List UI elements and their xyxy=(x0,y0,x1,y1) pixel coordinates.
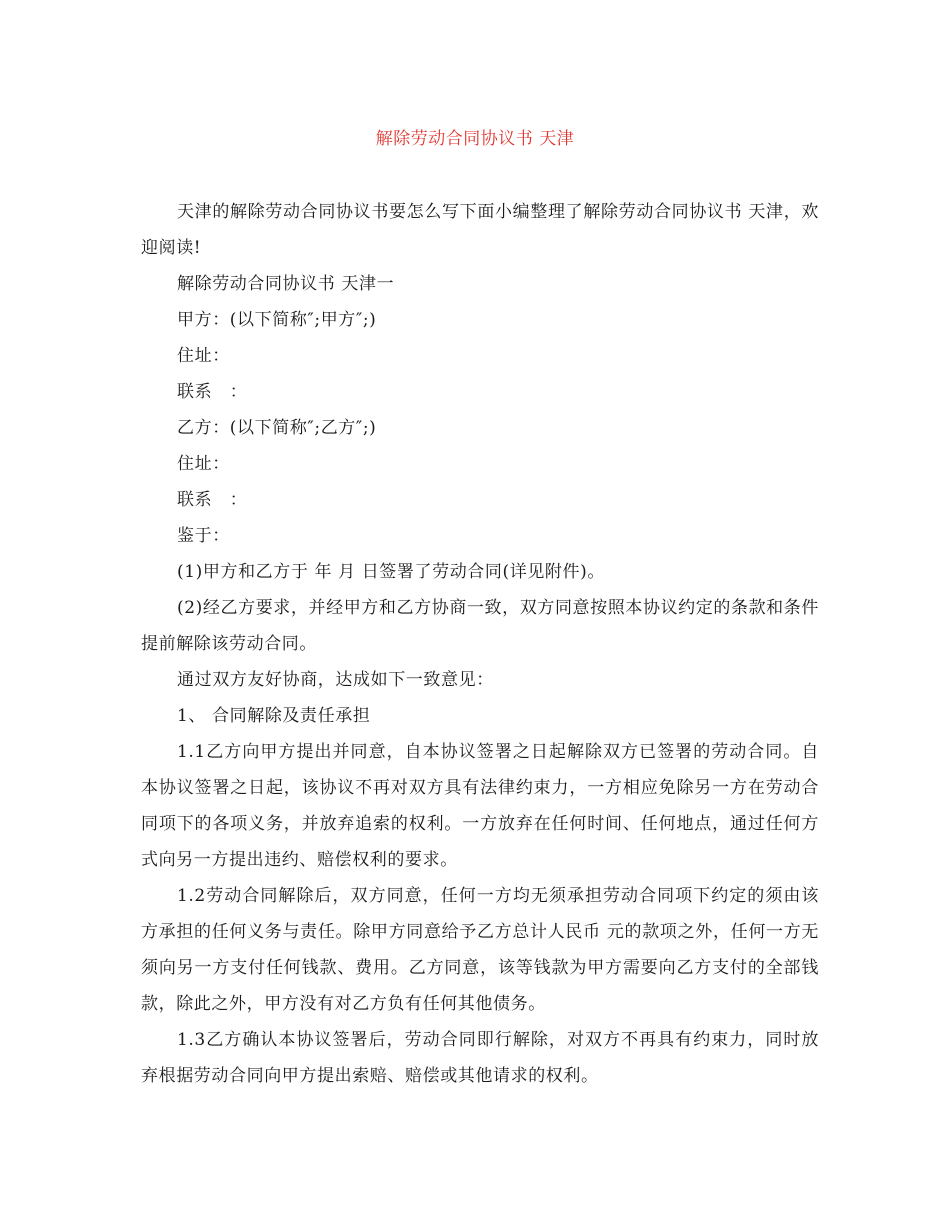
clause-1-2: 1.2劳动合同解除后，双方同意，任何一方均无须承担劳动合同项下约定的须由该方承担的任何义务与责任。除甲方同意给予乙方总计人民币 元的款项之外，任何一方无须向另一方支付任何钱款、费用。乙方同意，该等钱款为甲方需要向乙方支付的全部钱款，除此之外，甲方没有对乙方负有任何其他债务。 xyxy=(141,886,819,1014)
party-a-contact: 联系 ： xyxy=(177,382,248,402)
whereas-item-1: (1)甲方和乙方于 年 月 日签署了劳动合同(详见附件)。 xyxy=(177,562,605,582)
section-heading: 解除劳动合同协议书 天津一 xyxy=(177,274,395,294)
document-title: 解除劳动合同协议书 天津 xyxy=(375,129,575,149)
party-b-contact: 联系 ： xyxy=(177,490,248,510)
whereas-heading: 鉴于： xyxy=(177,526,230,546)
document-body xyxy=(141,194,819,1094)
clause-1-1: 1.1乙方向甲方提出并同意，自本协议签署之日起解除双方已签署的劳动合同。自本协议签署之日起，该协议不再对双方具有法律约束力，一方相应免除另一方在劳动合同项下的各项义务，并放弃追索的权利。一方放弃在任何时间、任何地点，通过任何方式向另一方提出违约、赔偿权利的要求。 xyxy=(141,742,819,870)
party-b-line: 乙方：(以下简称″;乙方″;) xyxy=(177,418,377,438)
party-a-line: 甲方：(以下简称″;甲方″;) xyxy=(177,310,377,330)
party-a-address: 住址： xyxy=(177,346,230,366)
clause-1-heading: 1、 合同解除及责任承担 xyxy=(177,706,371,726)
intro-paragraph: 天津的解除劳动合同协议书要怎么写下面小编整理了解除劳动合同协议书 天津，欢迎阅读! xyxy=(141,202,819,258)
clause-1-3: 1.3乙方确认本协议签署后，劳动合同即行解除，对双方不再具有约束力，同时放弃根据劳动合同向甲方提出索赔、赔偿或其他请求的权利。 xyxy=(141,1030,819,1086)
party-b-address: 住址： xyxy=(177,454,230,474)
whereas-item-2: (2)经乙方要求，并经甲方和乙方协商一致，双方同意按照本协议约定的条款和条件提前解除该劳动合同。 xyxy=(141,598,819,654)
agreement-intro: 通过双方友好协商，达成如下一致意见： xyxy=(177,670,494,690)
